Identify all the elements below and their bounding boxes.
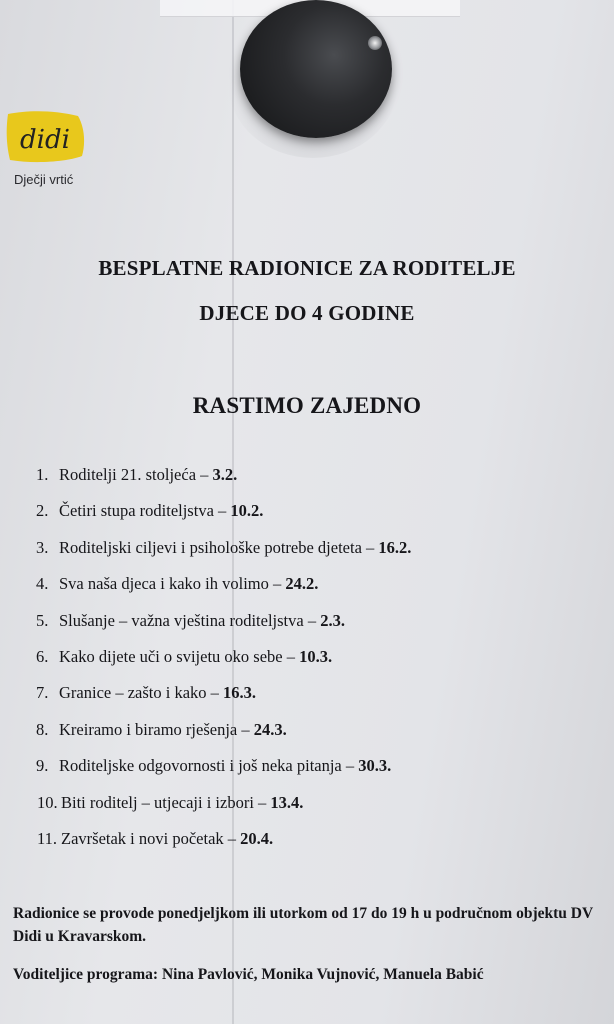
workshop-topic: Biti roditelj – utjecaji i izbori –	[61, 792, 271, 812]
workshop-topic: Sva naša djeca i kako ih volimo –	[59, 574, 286, 594]
magnet	[240, 0, 392, 138]
workshop-number: 8.	[36, 719, 49, 739]
heading-line-2: DJECE DO 4 GODINE	[199, 301, 415, 325]
magnet-glint	[368, 36, 382, 50]
workshop-topic: Završetak i novi početak –	[61, 828, 241, 848]
program-title: RASTIMO ZAJEDNO	[192, 393, 422, 418]
workshop-entry	[59, 574, 318, 594]
workshop-entry	[59, 720, 287, 740]
workshop-number: 3.	[36, 537, 49, 557]
workshop-date: 16.2.	[378, 537, 412, 557]
workshop-date: 24.2.	[285, 574, 319, 594]
logo-wordmark: didi	[20, 125, 70, 155]
workshop-topic: Slušanje – važna vještina roditeljstva –	[59, 610, 321, 630]
workshop-date: 10.3.	[299, 646, 333, 666]
workshop-date: 16.3.	[223, 683, 257, 703]
workshop-date: 3.2.	[212, 465, 238, 484]
workshop-number: 9.	[36, 756, 49, 776]
workshop-entry	[59, 683, 256, 703]
workshop-entry	[59, 756, 391, 776]
workshop-topic: Četiri stupa roditeljstva –	[59, 501, 231, 521]
workshop-number: 6.	[36, 646, 49, 666]
workshop-date: 13.4.	[270, 792, 304, 812]
workshop-entry	[61, 829, 273, 849]
workshop-entry	[59, 501, 263, 521]
workshop-date: 24.3.	[253, 719, 287, 739]
workshop-entry	[61, 793, 303, 813]
workshop-entry	[59, 538, 411, 558]
workshop-entry	[59, 465, 237, 485]
workshop-date: 2.3.	[320, 610, 345, 630]
workshop-number: 5.	[36, 610, 49, 630]
workshop-number: 11.	[37, 828, 58, 848]
workshop-date: 20.4.	[240, 828, 274, 848]
workshop-topic: Kreiramo i biramo rješenja –	[59, 719, 254, 739]
didi-logo	[4, 108, 86, 166]
workshop-topic: Roditelji 21. stoljeća –	[59, 465, 213, 484]
workshop-date: 30.3.	[358, 756, 392, 776]
workshop-number: 10.	[37, 792, 58, 812]
schedule-note: Radionice se provode ponedjeljkom ili utorkom od 17 do 19 h u područnom objektu DV Didi u Kravarskom.	[13, 905, 593, 945]
workshop-topic: Roditeljski ciljevi i psihološke potrebe djeteta –	[59, 537, 379, 557]
workshop-date: 10.2.	[230, 501, 264, 521]
workshop-entry	[59, 647, 332, 667]
workshop-number: 7.	[36, 683, 49, 703]
workshop-topic: Roditeljske odgovornosti i još neka pitanja –	[59, 756, 359, 776]
workshop-topic: Granice – zašto i kako –	[59, 683, 224, 703]
workshop-number: 1.	[36, 465, 49, 484]
logo-caption: Dječji vrtić	[14, 172, 74, 187]
workshop-number: 4.	[36, 574, 49, 594]
program-leaders: Voditeljice programa: Nina Pavlović, Monika Vujnović, Manuela Babić	[13, 966, 484, 983]
workshop-entry	[59, 611, 345, 631]
workshop-topic: Kako dijete uči o svijetu oko sebe –	[59, 646, 300, 666]
workshop-number: 2.	[36, 501, 49, 521]
heading-line-1: BESPLATNE RADIONICE ZA RODITELJE	[98, 256, 516, 280]
